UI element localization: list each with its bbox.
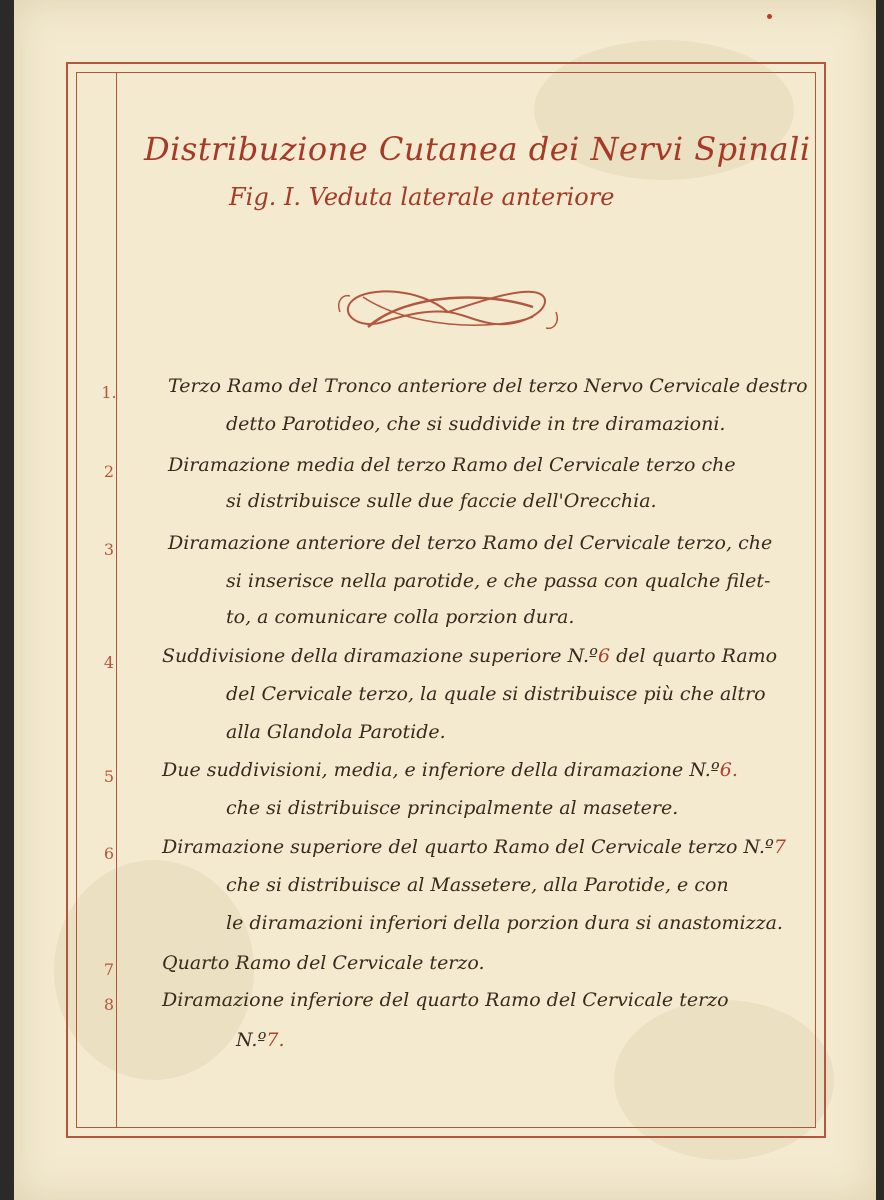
entry-line: del Cervicale terzo, la quale si distribuisce più che altro — [226, 683, 766, 705]
ref-suffix: del quarto Ramo — [616, 645, 778, 667]
entry-line: le diramazioni inferiori della porzion dura si anastomizza. — [226, 912, 783, 934]
entry-line — [162, 645, 777, 667]
entry-number: 3 — [103, 540, 115, 559]
entry-number: 2 — [103, 462, 115, 481]
entry-line: detto Parotideo, che si suddivide in tre diramazioni. — [226, 413, 726, 435]
entry-line: che si distribuisce principalmente al masetere. — [226, 797, 679, 819]
entry-line: Diramazione media del terzo Ramo del Cervicale terzo che — [168, 454, 736, 476]
manuscript-page — [14, 0, 876, 1200]
ref-number: 6 — [597, 645, 611, 667]
entry-number: 4 — [103, 653, 115, 672]
ref-prefix: N.º — [689, 759, 720, 781]
ink-mark — [767, 14, 772, 19]
entry-number: 7 — [103, 960, 115, 979]
entry-line: alla Glandola Parotide. — [226, 721, 446, 743]
entry-line: Diramazione inferiore del quarto Ramo del Cervicale terzo — [162, 989, 729, 1011]
entry-number: 1. — [101, 383, 117, 402]
entry-line: Diramazione anteriore del terzo Ramo del Cervicale terzo, che — [168, 532, 773, 554]
entry-number: 8 — [103, 995, 115, 1014]
entry-line: si inserisce nella parotide, e che passa con qualche filet- — [226, 570, 771, 592]
entry-text: Suddivisione della diramazione superiore — [162, 645, 562, 667]
entry-text: Due suddivisioni, media, e inferiore della diramazione — [162, 759, 684, 781]
entry-line: che si distribuisce al Massetere, alla Parotide, e con — [226, 874, 729, 896]
entry-number: 5 — [103, 767, 115, 786]
calligraphic-flourish-icon — [328, 282, 568, 342]
entry-number: 6 — [103, 844, 115, 863]
ref-prefix: N.º — [567, 645, 598, 667]
entry-line: to, a comunicare colla porzion dura. — [226, 606, 575, 628]
entry-line — [162, 836, 786, 858]
ref-number: 7. — [266, 1029, 285, 1051]
entry-line: Quarto Ramo del Cervicale terzo. — [162, 952, 485, 974]
ref-number: 7 — [773, 836, 786, 858]
entry-line: Terzo Ramo del Tronco anteriore del terzo Nervo Cervicale destro — [168, 375, 808, 397]
page-subtitle: Fig. I. Veduta laterale anteriore — [229, 183, 615, 211]
page-title: Distribuzione Cutanea dei Nervi Spinali — [144, 130, 811, 168]
entry-text: Diramazione superiore del quarto Ramo del Cervicale terzo — [162, 836, 738, 858]
entry-line — [236, 1029, 285, 1051]
entry-line: si distribuisce sulle due faccie dell'Orecchia. — [226, 490, 657, 512]
ref-number: 6. — [719, 759, 738, 781]
entry-line — [162, 759, 738, 781]
ref-prefix: N.º — [236, 1029, 267, 1051]
ref-prefix: N.º — [743, 836, 774, 858]
